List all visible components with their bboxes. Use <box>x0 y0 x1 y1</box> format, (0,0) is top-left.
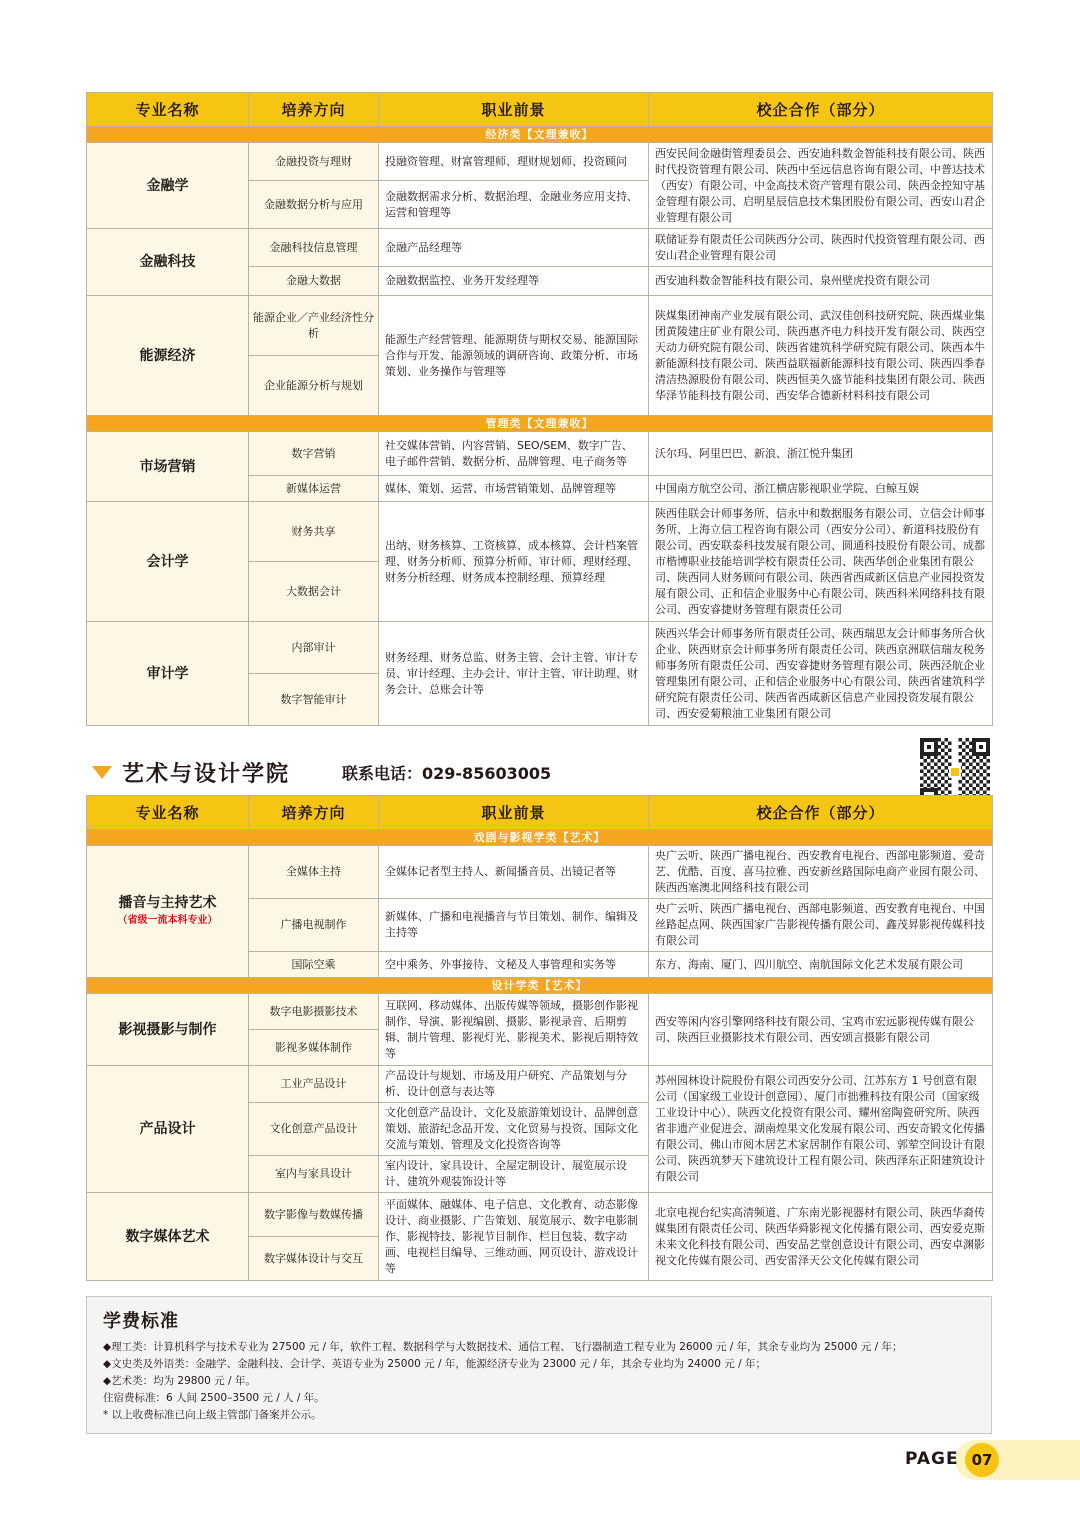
direction: 新媒体运营 <box>249 476 379 502</box>
direction: 数字智能审计 <box>249 674 379 726</box>
cooperation: 央广云听、陕西广播电视台、西安教育电视台、西部电影频道、爱奇艺、优酷、百度、喜马拉雅、西安新丝路国际电商产业园有限公司、陕西西塞澳北网络科技有限公司 <box>649 846 993 899</box>
fee-line: ◆文史类及外语类：金融学、金融科技、会计学、英语专业为 25000 元 / 年，能源经济专业为 23000 元 / 年，其余专业均为 24000 元 / 年； <box>103 1358 766 1370</box>
cooperation: 中国南方航空公司、浙江横店影视职业学院、白鲸互娱 <box>649 476 993 502</box>
direction: 金融大数据 <box>249 267 379 296</box>
direction: 金融科技信息管理 <box>249 229 379 267</box>
major-fintech: 金融科技 <box>87 229 249 296</box>
career: 产品设计与规划、市场及用户研究、产品策划与分析、设计创意与表达等 <box>379 1066 649 1103</box>
direction: 企业能源分析与规划 <box>249 356 379 416</box>
direction: 全媒体主持 <box>249 846 379 899</box>
header-career: 职业前景 <box>379 93 649 127</box>
fees-title: 学费标准 <box>103 1311 179 1332</box>
cooperation: 西安等闲内容引擎网络科技有限公司、宝鸡市宏远影视传媒有限公司、陕西巨业摄影技术有限公司、西安颂言摄影有限公司 <box>649 994 993 1066</box>
table-header-row <box>87 93 993 127</box>
direction: 数字媒体设计与交互 <box>249 1237 379 1281</box>
career: 投融资管理、财富管理师、理财规划师、投资顾问 <box>379 143 649 181</box>
header-major: 专业名称 <box>87 93 249 127</box>
majors-table-business <box>86 92 993 726</box>
major-finance: 金融学 <box>87 143 249 229</box>
direction: 数字电影摄影技术 <box>249 994 379 1030</box>
career: 金融产品经理等 <box>379 229 649 267</box>
direction: 财务共享 <box>249 502 379 562</box>
cooperation: 联储证券有限责任公司陕西分公司、陕西时代投资管理有限公司、西安山君企业管理有限公司 <box>649 229 993 267</box>
major-accounting: 会计学 <box>87 502 249 622</box>
fee-line: ◆艺术类：均为 29800 元 / 年。 <box>103 1375 256 1387</box>
major-name: 播音与主持艺术 <box>118 894 217 911</box>
header-direction: 培养方向 <box>249 796 379 830</box>
major-marketing: 市场营销 <box>87 432 249 502</box>
category-design: 设计学类【艺术】 <box>87 978 993 994</box>
fee-line: 住宿费标准：6 人间 2500–3500 元 / 人 / 年。 <box>103 1392 325 1404</box>
career: 金融数据监控、业务开发经理等 <box>379 267 649 296</box>
table-header-row <box>87 796 993 830</box>
category-management: 管理类【文理兼收】 <box>87 416 993 432</box>
major-product-design: 产品设计 <box>87 1066 249 1193</box>
art-design-section-header <box>86 755 916 789</box>
major-energy-economics: 能源经济 <box>87 296 249 416</box>
fee-line: * 以上收费标准已向上级主管部门备案并公示。 <box>103 1409 322 1421</box>
header-cooperation: 校企合作（部分） <box>649 93 993 127</box>
direction: 内部审计 <box>249 622 379 674</box>
cooperation: 陕西佳联会计师事务所、信永中和数据服务有限公司、立信会计师事务所、上海立信工程咨询有限公司（西安分公司）、新道科技股份有限公司、西安联泰科技发展有限公司、圆通科技股份有限公司、成都市楷博职业技能培训学校有限责任公司、陕西华创企业集团有限公司、陕西同人财务顾问有限公司、陕西省西咸新区信息产业园投资发展有限公司、正和信企业服务中心有限公司、陕西科米网络科技有限公司、西安睿捷财务管理有限责任公司 <box>649 502 993 622</box>
header-direction: 培养方向 <box>249 93 379 127</box>
career: 全媒体记者型主持人、新闻播音员、出镜记者等 <box>379 846 649 899</box>
category-economics: 经济类【文理兼收】 <box>87 127 993 143</box>
direction: 国际空乘 <box>249 952 379 978</box>
first-class-badge: （省级一流本科专业） <box>117 914 218 926</box>
career: 平面媒体、融媒体、电子信息、文化教育、动态影像设计、商业摄影、广告策划、展览展示、数字电影制作、影视特技、影视节目制作、栏目包装、数字动画、电视栏目编导、三维动画、网页设计、游戏设计等 <box>379 1193 649 1281</box>
header-cooperation: 校企合作（部分） <box>649 796 993 830</box>
section-title: 艺术与设计学院 <box>122 761 291 787</box>
cooperation: 西安民间金融街管理委员会、西安迪科数金智能科技有限公司、陕西时代投资管理有限公司、陕西中至远信息咨询有限公司、中普达技术（西安）有限公司、中金高技术资产管理有限公司、陕西金控知守基金管理有限公司、启明星辰信息技术集团股份有限公司、西安山君企业管理有限公司 <box>649 143 993 229</box>
major-broadcasting <box>87 846 249 978</box>
fee-line: ◆理工类：计算机科学与技术专业为 27500 元 / 年，软件工程、数据科学与大数据技术、通信工程、飞行器制造工程专业为 26000 元 / 年，其余专业均为 25000 元 / 年； <box>103 1341 903 1353</box>
career: 文化创意产品设计、文化及旅游策划设计、品牌创意策划、旅游纪念品开发、文化贸易与投资、国际文化交流与策划、管理及文化投资咨询等 <box>379 1103 649 1156</box>
career: 金融数据需求分析、数据治理、金融业务应用支持、运营和管理等 <box>379 181 649 229</box>
career: 室内设计、家具设计、全屋定制设计、展览展示设计、建筑外观装饰设计等 <box>379 1156 649 1193</box>
cooperation: 沃尔玛、阿里巴巴、新浪、浙江悦升集团 <box>649 432 993 476</box>
major-film-photography: 影视摄影与制作 <box>87 994 249 1066</box>
cooperation: 陕西兴华会计师事务所有限责任公司、陕西瑞思友会计师事务所合伙企业、陕西财京会计师事务所有限责任公司、陕西京洲联信瑞友税务师事务所有限责任公司、西安睿捷财务管理有限公司、陕西泾航企业管理集团有限公司、正和信企业服务中心有限公司、陕西省建筑科学研究院有限责任公司、陕西省西咸新区信息产业园投资发展有限公司、西安爱菊粮油工业集团有限公司 <box>649 622 993 726</box>
page-number: 07 <box>965 1443 999 1477</box>
direction: 能源企业／产业经济性分析 <box>249 296 379 356</box>
career: 能源生产经营管理、能源期货与期权交易、能源国际合作与开发、能源领域的调研咨询、政策分析、市场策划、业务操作与管理等 <box>379 296 649 416</box>
direction: 文化创意产品设计 <box>249 1103 379 1156</box>
career: 新媒体、广播和电视播音与节目策划、制作、编辑及主持等 <box>379 899 649 952</box>
cooperation: 西安迪科数金智能科技有限公司、泉州壁虎投资有限公司 <box>649 267 993 296</box>
direction: 广播电视制作 <box>249 899 379 952</box>
header-major: 专业名称 <box>87 796 249 830</box>
career: 出纳、财务核算、工资核算、成本核算、会计档案管理、财务分析师、预算分析师、审计师、理财经理、财务分析经理、财务成本控制经理、预算经理 <box>379 502 649 622</box>
category-drama-film: 戏剧与影视学类【艺术】 <box>87 830 993 846</box>
major-auditing: 审计学 <box>87 622 249 726</box>
direction: 室内与家具设计 <box>249 1156 379 1193</box>
direction: 影视多媒体制作 <box>249 1030 379 1066</box>
cooperation: 陕煤集团神南产业发展有限公司、武汉佳创科技研究院、陕西煤业集团黄陵建庄矿业有限公司、陕西惠齐电力科技开发有限公司、陕西空天动力研究院有限公司、陕西省建筑科学研究院有限公司、陕西本牛新能源科技有限公司、陕西益联福新能源科技有限公司、陕西四季春清洁热源股份有限公司、陕西恒美久盛节能科技集团有限公司、陕西华泽节能科技有限公司、西安华合德新材料科技有限公司 <box>649 296 993 416</box>
contact-phone: 联系电话：029-85603005 <box>342 763 552 783</box>
cooperation: 央广云听、陕西广播电视台、西部电影频道、西安教育电视台、中国丝路起点网、陕西国家广告影视传播有限公司、鑫茂昇影视传媒科技有限公司 <box>649 899 993 952</box>
majors-table-art-design <box>86 795 993 1281</box>
header-career: 职业前景 <box>379 796 649 830</box>
career: 财务经理、财务总监、财务主管、会计主管、审计专员、审计经理、主办会计、审计主管、审计助理、财务会计、总账会计等 <box>379 622 649 726</box>
career: 社交媒体营销、内容营销、SEO/SEM、数字广告、电子邮件营销、数据分析、品牌管理、电子商务等 <box>379 432 649 476</box>
tuition-fee-box <box>86 1296 992 1434</box>
direction: 数字营销 <box>249 432 379 476</box>
cooperation: 苏州园林设计院股份有限公司西安分公司、江苏东方 1 号创意有限公司（国家级工业设计创意园）、厦门市拙雅科技有限公司（国家级工业设计中心）、陕西文化投资有限公司、耀州窑陶瓷研究所、陕西省非遗产业促进会、湖南煌果文化发展有限公司、西安奇锻文化传播有限公司、佛山市阅木居艺术家居制作有限公司、郭荤空间设计有限公司、陕西筑梦天下建筑设计工程有限公司、陕西泽东正阳建筑设计有限公司 <box>649 1066 993 1193</box>
major-digital-media-art: 数字媒体艺术 <box>87 1193 249 1281</box>
direction: 金融数据分析与应用 <box>249 181 379 229</box>
career: 媒体、策划、运营、市场营销策划、品牌管理等 <box>379 476 649 502</box>
direction: 金融投资与理财 <box>249 143 379 181</box>
direction: 大数据会计 <box>249 562 379 622</box>
career: 互联网、移动媒体、出版传媒等领域，摄影创作影视制作、导演、影视编剧、摄影、影视录音、后期剪辑、制片管理、影视灯光、影视美术、影视后期特效等 <box>379 994 649 1066</box>
career: 空中乘务、外事接待、文秘及人事管理和实务等 <box>379 952 649 978</box>
cooperation: 东方、海南、厦门、四川航空、南航国际文化艺术发展有限公司 <box>649 952 993 978</box>
page-label: PAGE <box>905 1449 959 1469</box>
direction: 工业产品设计 <box>249 1066 379 1103</box>
direction: 数字影像与数媒传播 <box>249 1193 379 1237</box>
cooperation: 北京电视台纪实高清频道、广东南光影视器材有限公司、陕西华裔传媒集团有限责任公司、陕西华舜影视文化传播有限公司、西安爱克斯未来文化科技有限公司、西安品艺堂创意设计有限公司、西安卓渊影视文化传媒有限公司、西安雷泽天公文化传媒有限公司 <box>649 1193 993 1281</box>
section-triangle-icon <box>92 766 112 779</box>
